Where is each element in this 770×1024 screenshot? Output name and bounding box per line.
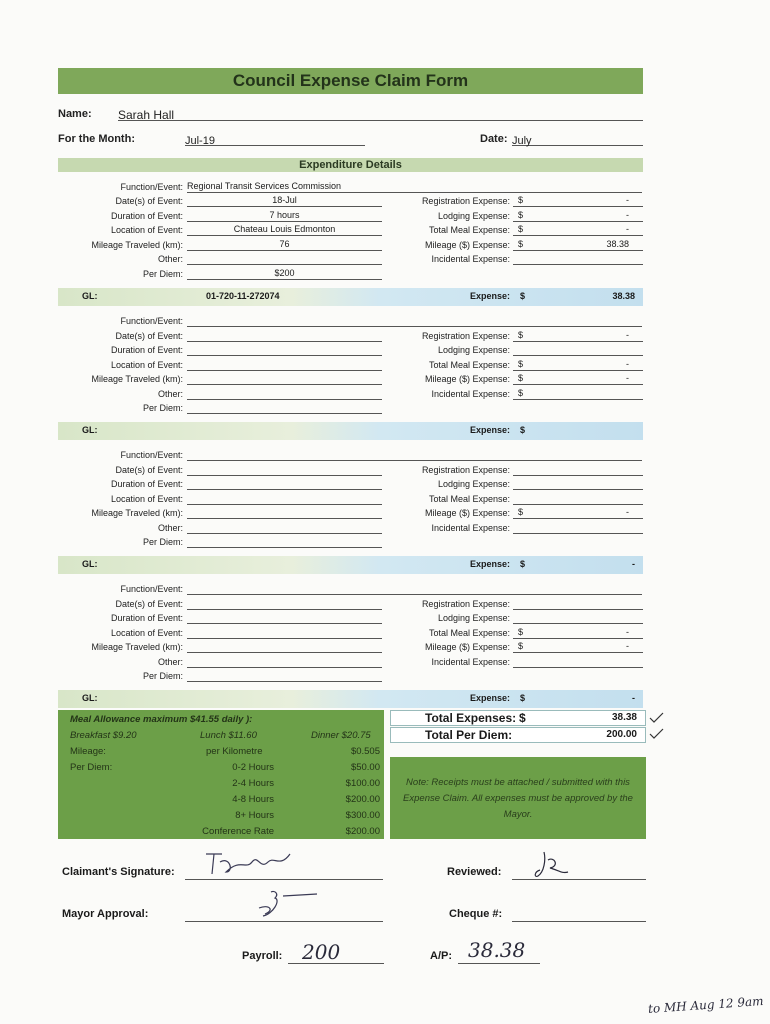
rate-amount: $300.00 bbox=[345, 810, 380, 821]
dinner-rate: Dinner $20.75 bbox=[311, 730, 371, 741]
mileage-km-field[interactable] bbox=[187, 239, 382, 251]
function-label: Function/Event: bbox=[120, 316, 183, 326]
meal-expense-field[interactable] bbox=[513, 627, 643, 639]
meal-expense-label: Total Meal Expense: bbox=[428, 628, 510, 638]
currency-sign: $ bbox=[519, 711, 526, 725]
incidental-expense-field[interactable] bbox=[513, 253, 643, 265]
lodging-expense-label: Lodging Expense: bbox=[437, 345, 510, 355]
currency-sign: $ bbox=[518, 330, 524, 340]
location-field[interactable] bbox=[187, 359, 382, 371]
dates-field[interactable] bbox=[187, 598, 382, 610]
function-label: Function/Event: bbox=[120, 584, 183, 594]
claimant-signature-field[interactable] bbox=[185, 864, 383, 880]
mileage-km-label: Mileage Traveled (km): bbox=[91, 508, 183, 518]
meal-allowance-heading: Meal Allowance maximum $41.55 daily ): bbox=[70, 714, 253, 725]
mileage-expense-value: - bbox=[626, 373, 629, 383]
expenditure-details-heading: Expenditure Details bbox=[58, 158, 643, 172]
name-field[interactable] bbox=[118, 106, 643, 121]
dates-label: Date(s) of Event: bbox=[115, 465, 183, 475]
claimant-signature-mark bbox=[200, 848, 300, 878]
lodging-expense-label: Lodging Expense: bbox=[437, 479, 510, 489]
mileage-expense-field[interactable] bbox=[513, 641, 643, 653]
currency-sign: $ bbox=[518, 224, 524, 234]
date-field[interactable] bbox=[512, 131, 643, 146]
mayor-signature-mark bbox=[255, 886, 325, 920]
currency-sign: $ bbox=[520, 291, 526, 301]
per-diem-field[interactable] bbox=[187, 268, 382, 280]
mileage-expense-value: - bbox=[626, 641, 629, 651]
mileage-expense-value: - bbox=[626, 507, 629, 517]
payroll-label: Payroll: bbox=[242, 950, 283, 962]
function-label: Function/Event: bbox=[120, 450, 183, 460]
incidental-expense-label: Incidental Expense: bbox=[431, 523, 510, 533]
rate-label: 8+ Hours bbox=[235, 810, 274, 821]
meal-expense-value: - bbox=[626, 224, 629, 234]
function-label: Function/Event: bbox=[120, 182, 183, 192]
registration-expense-label: Registration Expense: bbox=[421, 465, 510, 475]
mayor-approval-label: Mayor Approval: bbox=[62, 908, 149, 920]
currency-sign: $ bbox=[520, 693, 526, 703]
meal-expense-field[interactable] bbox=[513, 493, 643, 505]
mayor-approval-field[interactable] bbox=[185, 906, 383, 922]
lunch-rate: Lunch $11.60 bbox=[200, 730, 257, 741]
rate-amount: $100.00 bbox=[345, 778, 380, 789]
currency-sign: $ bbox=[518, 239, 524, 249]
claimant-signature-label: Claimant's Signature: bbox=[62, 866, 175, 878]
currency-sign: $ bbox=[518, 641, 524, 651]
ap-field[interactable] bbox=[458, 938, 540, 964]
meal-expense-field[interactable] bbox=[513, 224, 643, 236]
lodging-expense-field[interactable] bbox=[513, 344, 643, 356]
incidental-expense-label: Incidental Expense: bbox=[431, 657, 510, 667]
registration-expense-value: - bbox=[626, 195, 629, 205]
registration-expense-field[interactable] bbox=[513, 464, 643, 476]
incidental-expense-field[interactable] bbox=[513, 388, 643, 400]
expense-label: Expense: bbox=[470, 559, 511, 569]
expense-total: 38.38 bbox=[612, 291, 635, 301]
registration-expense-label: Registration Expense: bbox=[421, 599, 510, 609]
incidental-expense-field[interactable] bbox=[513, 522, 643, 534]
per-diem-label: Per Diem: bbox=[142, 269, 183, 279]
per-diem-value: $200 bbox=[274, 268, 295, 278]
registration-expense-field[interactable] bbox=[513, 330, 643, 342]
location-label: Location of Event: bbox=[110, 494, 183, 504]
dates-label: Date(s) of Event: bbox=[115, 331, 183, 341]
mileage-expense-field[interactable] bbox=[513, 373, 643, 385]
lodging-expense-field[interactable] bbox=[513, 612, 643, 624]
other-field[interactable] bbox=[187, 656, 382, 668]
duration-field[interactable] bbox=[187, 344, 382, 356]
form-title-bar bbox=[58, 68, 643, 94]
dates-field[interactable] bbox=[187, 330, 382, 342]
mileage-expense-label: Mileage ($) Expense: bbox=[424, 240, 510, 250]
duration-label: Duration of Event: bbox=[110, 211, 183, 221]
gl-label: GL: bbox=[82, 425, 98, 435]
name-value: Sarah Hall bbox=[118, 108, 175, 122]
lodging-expense-value: - bbox=[626, 210, 629, 220]
expense-label: Expense: bbox=[470, 693, 511, 703]
ap-value: 38.38 bbox=[468, 938, 526, 962]
mileage-expense-field[interactable] bbox=[513, 239, 643, 251]
currency-sign: $ bbox=[518, 388, 524, 398]
expense-total: - bbox=[632, 693, 635, 703]
meal-expense-label: Total Meal Expense: bbox=[428, 494, 510, 504]
per-diem-label: Per Diem: bbox=[142, 671, 183, 681]
rate-label: 4-8 Hours bbox=[232, 794, 274, 805]
mileage-expense-label: Mileage ($) Expense: bbox=[424, 508, 510, 518]
location-value: Chateau Louis Edmonton bbox=[233, 224, 336, 234]
payroll-field[interactable] bbox=[288, 940, 384, 964]
duration-field[interactable] bbox=[187, 612, 382, 624]
currency-sign: $ bbox=[518, 195, 524, 205]
lodging-expense-label: Lodging Expense: bbox=[437, 211, 510, 221]
currency-sign: $ bbox=[518, 373, 524, 383]
mileage-allowance-label: Mileage: bbox=[70, 746, 106, 757]
function-field[interactable] bbox=[187, 583, 642, 595]
function-field[interactable] bbox=[187, 181, 642, 193]
dates-field[interactable] bbox=[187, 464, 382, 476]
meal-expense-label: Total Meal Expense: bbox=[428, 225, 510, 235]
total-expenses-row bbox=[390, 710, 646, 726]
gl-bar-3 bbox=[58, 556, 643, 574]
cheque-number-label: Cheque #: bbox=[449, 908, 503, 920]
currency-sign: $ bbox=[518, 507, 524, 517]
gl-bar-1 bbox=[58, 288, 643, 306]
mileage-expense-label: Mileage ($) Expense: bbox=[424, 642, 510, 652]
registration-expense-field[interactable] bbox=[513, 598, 643, 610]
other-label: Other: bbox=[157, 254, 183, 264]
meal-expense-label: Total Meal Expense: bbox=[428, 360, 510, 370]
rate-label: 2-4 Hours bbox=[232, 778, 274, 789]
lodging-expense-field[interactable] bbox=[513, 210, 643, 222]
rate-amount: $50.00 bbox=[350, 762, 380, 773]
other-field[interactable] bbox=[187, 253, 382, 265]
registration-expense-value: - bbox=[626, 330, 629, 340]
currency-sign: $ bbox=[520, 425, 526, 435]
registration-expense-label: Registration Expense: bbox=[421, 331, 510, 341]
location-label: Location of Event: bbox=[110, 360, 183, 370]
gl-label: GL: bbox=[82, 291, 98, 301]
mileage-expense-field[interactable] bbox=[513, 507, 643, 519]
expense-label: Expense: bbox=[470, 425, 511, 435]
receipts-note: Note: Receipts must be attached / submitted with this Expense Claim. All expenses must be approved by the Mayor. bbox=[390, 757, 646, 839]
rate-amount: $200.00 bbox=[345, 826, 380, 837]
dates-label: Date(s) of Event: bbox=[115, 599, 183, 609]
duration-label: Duration of Event: bbox=[110, 345, 183, 355]
handwritten-footer-note: to MH Aug 12 9am bbox=[647, 993, 764, 1017]
date-label: Date: bbox=[480, 133, 508, 145]
month-value: Jul-19 bbox=[185, 135, 215, 147]
currency-sign: $ bbox=[518, 210, 524, 220]
mileage-km-label: Mileage Traveled (km): bbox=[91, 374, 183, 384]
mileage-km-value: 76 bbox=[279, 239, 290, 249]
function-field[interactable] bbox=[187, 449, 642, 461]
expense-total: - bbox=[632, 559, 635, 569]
per-diem-field[interactable] bbox=[187, 670, 382, 682]
breakfast-rate: Breakfast $9.20 bbox=[70, 730, 137, 741]
other-field[interactable] bbox=[187, 522, 382, 534]
location-label: Location of Event: bbox=[110, 628, 183, 638]
function-value: Regional Transit Services Commission bbox=[187, 181, 342, 191]
registration-expense-field[interactable] bbox=[513, 195, 643, 207]
rate-amount: $200.00 bbox=[345, 794, 380, 805]
expense-label: Expense: bbox=[470, 291, 511, 301]
allowance-box bbox=[58, 710, 384, 839]
ap-label: A/P: bbox=[430, 950, 452, 962]
date-value: July bbox=[512, 135, 532, 147]
mileage-km-field[interactable] bbox=[187, 373, 382, 385]
mileage-rate: $0.505 bbox=[350, 746, 380, 757]
duration-value: 7 hours bbox=[269, 210, 300, 220]
location-field[interactable] bbox=[187, 224, 382, 236]
per-diem-field[interactable] bbox=[187, 536, 382, 548]
currency-sign: $ bbox=[520, 559, 526, 569]
total-expenses-value: 38.38 bbox=[611, 712, 637, 723]
dates-label: Date(s) of Event: bbox=[115, 196, 183, 206]
dates-value: 18-Jul bbox=[272, 195, 297, 205]
payroll-value: 200 bbox=[302, 940, 341, 964]
meal-expense-field[interactable] bbox=[513, 359, 643, 371]
other-field[interactable] bbox=[187, 388, 382, 400]
mileage-expense-label: Mileage ($) Expense: bbox=[424, 374, 510, 384]
total-expenses-label: Total Expenses: bbox=[425, 711, 517, 725]
currency-sign: $ bbox=[518, 627, 524, 637]
mileage-rate-label: per Kilometre bbox=[206, 746, 263, 757]
reviewed-label: Reviewed: bbox=[447, 866, 502, 878]
reviewed-field[interactable] bbox=[512, 864, 646, 880]
per-diem-label: Per Diem: bbox=[142, 403, 183, 413]
duration-label: Duration of Event: bbox=[110, 479, 183, 489]
name-label: Name: bbox=[58, 108, 92, 120]
gl-label: GL: bbox=[82, 693, 98, 703]
other-label: Other: bbox=[157, 523, 183, 533]
lodging-expense-label: Lodging Expense: bbox=[437, 613, 510, 623]
rate-label: 0-2 Hours bbox=[232, 762, 274, 773]
lodging-expense-field[interactable] bbox=[513, 478, 643, 490]
per-diem-field[interactable] bbox=[187, 402, 382, 414]
mileage-expense-value: 38.38 bbox=[606, 239, 629, 249]
duration-field[interactable] bbox=[187, 210, 382, 222]
mileage-km-label: Mileage Traveled (km): bbox=[91, 240, 183, 250]
total-per-diem-value: 200.00 bbox=[606, 729, 637, 740]
checkmark-icons bbox=[648, 710, 666, 742]
incidental-expense-label: Incidental Expense: bbox=[431, 254, 510, 264]
form-title: Council Expense Claim Form bbox=[232, 71, 469, 90]
rate-label: Conference Rate bbox=[202, 826, 274, 837]
per-diem-allowance-label: Per Diem: bbox=[70, 762, 113, 773]
duration-field[interactable] bbox=[187, 478, 382, 490]
cheque-number-field[interactable] bbox=[512, 906, 646, 922]
meal-expense-value: - bbox=[626, 627, 629, 637]
total-per-diem-label: Total Per Diem: bbox=[425, 728, 513, 742]
dates-field[interactable] bbox=[187, 195, 382, 207]
total-per-diem-row bbox=[390, 727, 646, 743]
location-field[interactable] bbox=[187, 627, 382, 639]
other-label: Other: bbox=[157, 389, 183, 399]
other-label: Other: bbox=[157, 657, 183, 667]
mileage-km-field[interactable] bbox=[187, 641, 382, 653]
month-label: For the Month: bbox=[58, 133, 135, 145]
gl-code: 01-720-11-272074 bbox=[206, 291, 280, 301]
registration-expense-label: Registration Expense: bbox=[421, 196, 510, 206]
incidental-expense-label: Incidental Expense: bbox=[431, 389, 510, 399]
gl-label: GL: bbox=[82, 559, 98, 569]
location-label: Location of Event: bbox=[110, 225, 183, 235]
gl-bar-4 bbox=[58, 690, 643, 708]
mileage-km-label: Mileage Traveled (km): bbox=[91, 642, 183, 652]
month-field[interactable] bbox=[185, 131, 365, 146]
per-diem-label: Per Diem: bbox=[142, 537, 183, 547]
currency-sign: $ bbox=[518, 359, 524, 369]
gl-bar-2 bbox=[58, 422, 643, 440]
reviewer-initials-mark bbox=[532, 850, 572, 880]
incidental-expense-field[interactable] bbox=[513, 656, 643, 668]
location-field[interactable] bbox=[187, 493, 382, 505]
meal-expense-value: - bbox=[626, 359, 629, 369]
function-field[interactable] bbox=[187, 315, 642, 327]
mileage-km-field[interactable] bbox=[187, 507, 382, 519]
duration-label: Duration of Event: bbox=[110, 613, 183, 623]
